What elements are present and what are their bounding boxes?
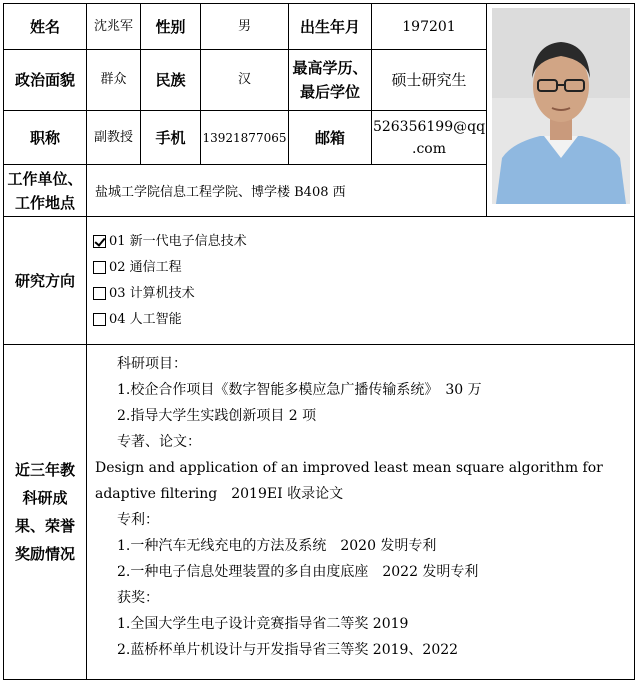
research-option-3[interactable]	[90, 281, 634, 307]
achievements-label: 近三年教科研成果、荣誉奖励情况	[4, 345, 87, 680]
work-value: 盐城工学院信息工程学院、博学楼 B408 西	[87, 165, 487, 217]
row-research	[4, 217, 635, 345]
title-value: 副教授	[87, 111, 141, 165]
work-label	[4, 165, 87, 217]
education-label	[289, 50, 372, 111]
phone-value: 13921877065	[201, 111, 289, 165]
row-achievements	[4, 345, 635, 680]
award-item-2: 2.蓝桥杯单片机设计与开发指导省三等奖 2019、2022	[117, 642, 459, 658]
email-label: 邮箱	[289, 111, 372, 165]
checkbox-icon[interactable]	[93, 261, 106, 274]
checkbox-icon[interactable]	[93, 287, 106, 300]
research-option-2-label: 02 通信工程	[109, 259, 182, 275]
project-item-1: 1.校企合作项目《数字智能多模应急广播传输系统》 30 万	[117, 382, 482, 398]
ethnic-value: 汉	[201, 50, 289, 111]
email-value-line-2: .com	[412, 140, 446, 157]
patents-heading: 专利：	[117, 512, 159, 528]
research-label: 研究方向	[4, 217, 87, 345]
award-item-1: 1.全国大学生电子设计竞赛指导省二等奖 2019	[117, 616, 409, 632]
gender-label: 性别	[141, 4, 201, 50]
achievements-content	[87, 345, 635, 680]
phone-label: 手机	[141, 111, 201, 165]
paper-item-1: Design and application of an improved least mean square algorithm for adaptive filtering 2019EI 收录论文	[95, 460, 603, 502]
email-value	[372, 111, 487, 165]
profile-form-table	[3, 3, 635, 680]
ethnic-label: 民族	[141, 50, 201, 111]
research-option-4[interactable]	[90, 307, 634, 333]
education-label-line-1: 最高学历、	[292, 59, 368, 77]
projects-heading: 科研项目：	[117, 356, 187, 372]
name-label: 姓名	[4, 4, 87, 50]
email-value-line-1: 526356199@qq	[372, 118, 486, 135]
photo-cell	[487, 4, 635, 217]
checkbox-icon[interactable]	[93, 313, 106, 326]
papers-heading: 专著、论文：	[117, 434, 201, 450]
political-label: 政治面貌	[4, 50, 87, 111]
gender-value: 男	[201, 4, 289, 50]
research-option-1-label: 01 新一代电子信息技术	[109, 233, 247, 249]
awards-heading: 获奖：	[117, 590, 159, 606]
patent-item-2: 2.一种电子信息处理装置的多自由度底座 2022 发明专利	[117, 564, 479, 580]
work-label-line-1: 工作单位、	[7, 169, 83, 188]
political-value: 群众	[87, 50, 141, 111]
education-value: 硕士研究生	[372, 50, 487, 111]
birth-label: 出生年月	[289, 4, 372, 50]
patent-item-1: 1.一种汽车无线充电的方法及系统 2020 发明专利	[117, 538, 437, 554]
research-option-4-label: 04 人工智能	[109, 311, 182, 327]
research-option-2[interactable]	[90, 255, 634, 281]
work-label-line-2: 工作地点	[14, 193, 75, 212]
name-value: 沈兆军	[87, 4, 141, 50]
research-option-1[interactable]	[90, 229, 634, 255]
birth-value: 197201	[372, 4, 487, 50]
research-options	[87, 217, 635, 345]
project-item-2: 2.指导大学生实践创新项目 2 项	[117, 408, 317, 424]
checkbox-checked-icon[interactable]	[93, 235, 106, 248]
portrait-photo	[492, 8, 630, 204]
education-label-line-2: 最后学位	[299, 83, 360, 101]
row-basic-1	[4, 4, 635, 50]
research-option-3-label: 03 计算机技术	[109, 285, 195, 301]
title-label: 职称	[4, 111, 87, 165]
